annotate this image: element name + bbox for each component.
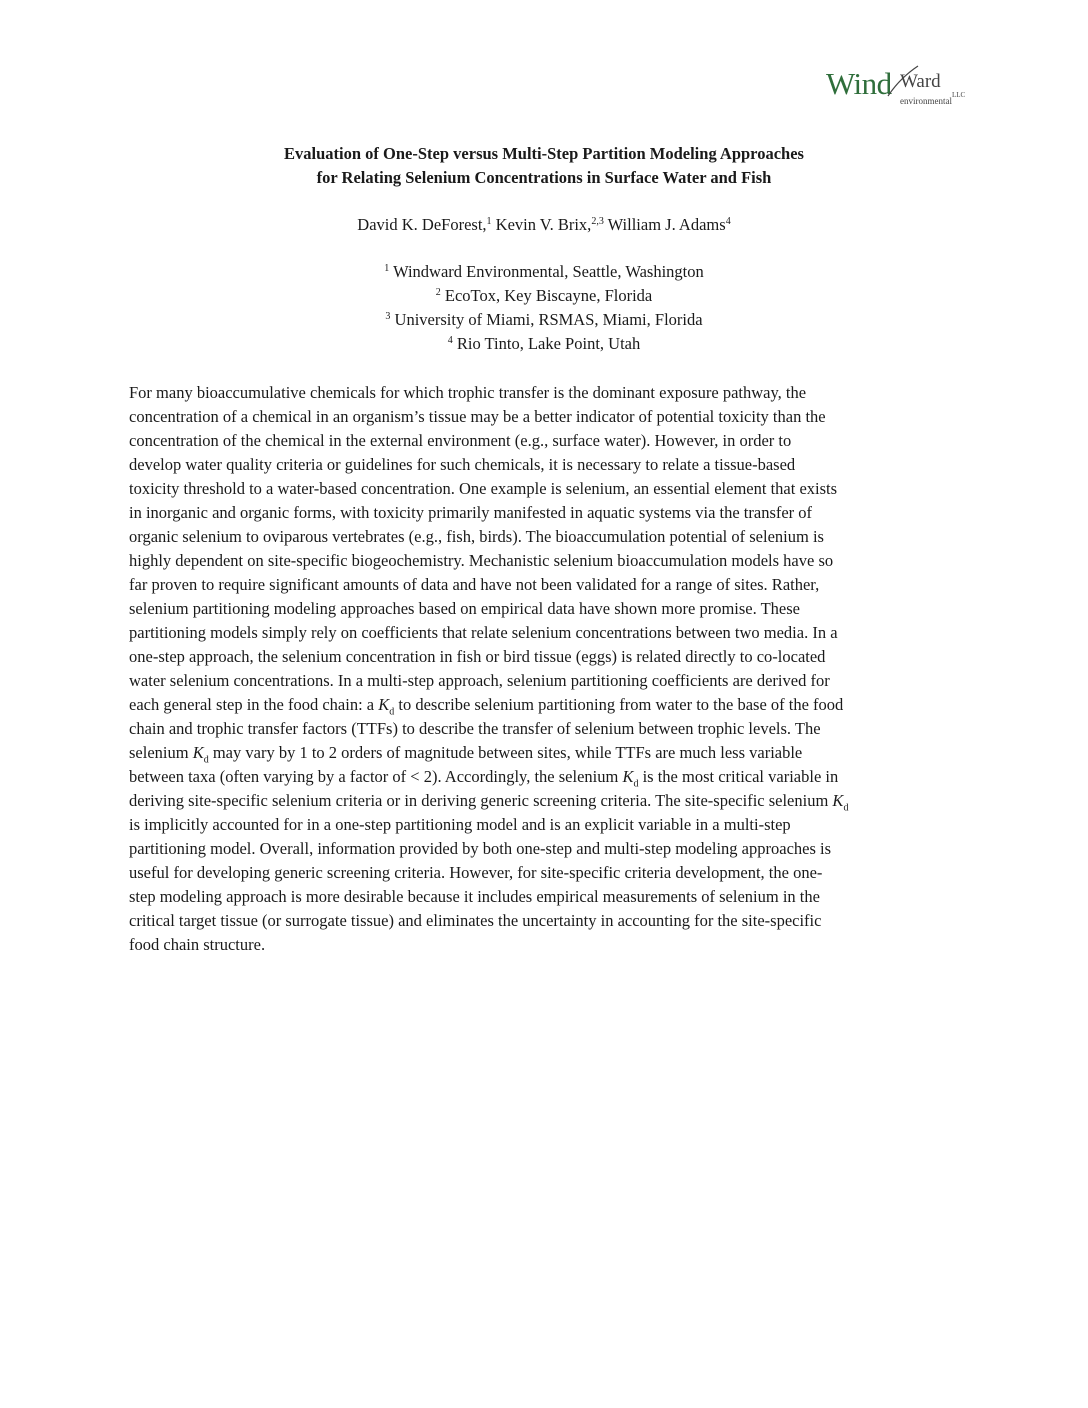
affiliation-text: Rio Tinto, Lake Point, Utah: [456, 334, 641, 353]
logo-ward-text: Ward: [900, 71, 941, 92]
abstract-line: partitioning models simply rely on coefficients that relate selenium concentrations between two media. In a: [129, 623, 838, 642]
author-name: Kevin V. Brix,: [495, 215, 592, 234]
abstract-paragraph: [129, 381, 959, 957]
abstract-line: chain and trophic transfer factors (TTFs) to describe the transfer of selenium between trophic levels. The: [129, 719, 821, 738]
abstract-line: far proven to require significant amounts of data and have not been validated for a range of sites. Rather,: [129, 575, 820, 594]
affiliation-text: Windward Environmental, Seattle, Washington: [393, 262, 704, 281]
title-line-1: Evaluation of One-Step versus Multi-Step Partition Modeling Approaches: [284, 144, 804, 163]
abstract-line: partitioning model. Overall, information provided by both one-step and multi-step modeling approaches is: [129, 839, 832, 858]
abstract-line: toxicity threshold to a water-based concentration. One example is selenium, an essential element that exists: [129, 479, 838, 498]
author-affiliation-mark: 1: [486, 216, 492, 227]
affiliation-item: [130, 284, 958, 308]
abstract-line: food chain structure.: [129, 935, 266, 954]
abstract-line: between taxa (often varying by a factor of < 2). Accordingly, the selenium $K_d$ is the most critical variable in: [129, 767, 839, 790]
abstract-line: concentration of the chemical in the external environment (e.g., surface water). However, in order to: [129, 431, 792, 450]
logo-environmental-text: environmental: [900, 96, 952, 106]
affiliation-mark: 2: [435, 287, 441, 298]
affiliation-mark: 4: [447, 335, 453, 346]
affiliation-mark: 3: [385, 311, 391, 322]
abstract-line: one-step approach, the selenium concentration in fish or bird tissue (eggs) is related directly to co-located: [129, 647, 826, 666]
abstract-line: critical target tissue (or surrogate tissue) and eliminates the uncertainty in accounting for the site-specific: [129, 911, 822, 930]
author-list: [130, 213, 958, 237]
author-name: William J. Adams: [607, 215, 726, 234]
affiliation-item: [130, 332, 958, 356]
abstract-line: concentration of a chemical in an organism’s tissue may be a better indicator of potential toxicity than the: [129, 407, 826, 426]
affiliation-text: University of Miami, RSMAS, Miami, Florida: [394, 310, 703, 329]
author-affiliation-mark: 2,3: [591, 216, 604, 227]
abstract-line: develop water quality criteria or guidelines for such chemicals, it is necessary to relate a tissue-based: [129, 455, 796, 474]
affiliation-item: [130, 260, 958, 284]
abstract-line: highly dependent on site-specific biogeochemistry. Mechanistic selenium bioaccumulation models have so: [129, 551, 834, 570]
abstract-line: deriving site-specific selenium criteria or in deriving generic screening criteria. The site-specific selenium $K_d$: [129, 791, 849, 814]
author-name: David K. DeForest,: [357, 215, 487, 234]
logo-wind-text: Wind: [826, 66, 892, 101]
affiliation-mark: 1: [384, 263, 390, 274]
abstract-line: selenium $K_d$ may vary by 1 to 2 orders of magnitude between sites, while TTFs are much less variable: [129, 743, 803, 766]
abstract-line: water selenium concentrations. In a multi-step approach, selenium partitioning coefficients are derived for: [129, 671, 830, 690]
abstract-line: each general step in the food chain: a $K_d$ to describe selenium partitioning from water to the base of the food: [129, 695, 844, 718]
paper-title: [130, 142, 958, 190]
abstract-line: useful for developing generic screening criteria. However, for site-specific criteria development, the one-: [129, 863, 823, 882]
abstract-line: is implicitly accounted for in a one-step partitioning model and is an explicit variable in a multi-step: [129, 815, 791, 834]
abstract-line: in inorganic and organic forms, with toxicity primarily manifested in aquatic systems via the transfer of: [129, 503, 813, 522]
title-line-2: for Relating Selenium Concentrations in Surface Water and Fish: [316, 168, 772, 187]
affiliation-text: EcoTox, Key Biscayne, Florida: [444, 286, 653, 305]
logo-llc-text: LLC: [952, 91, 966, 99]
abstract-line: For many bioaccumulative chemicals for which trophic transfer is the dominant exposure pathway, the: [129, 383, 807, 402]
affiliation-list: [130, 260, 958, 356]
abstract-line: step modeling approach is more desirable because it includes empirical measurements of selenium in the: [129, 887, 820, 906]
abstract-line: organic selenium to oviparous vertebrates (e.g., fish, birds). The bioaccumulation potential of selenium is: [129, 527, 824, 546]
author-affiliation-mark: 4: [725, 216, 731, 227]
windward-logo: [826, 62, 966, 112]
abstract-line: selenium partitioning modeling approaches based on empirical data have shown more promise. These: [129, 599, 800, 618]
affiliation-item: [130, 308, 958, 332]
